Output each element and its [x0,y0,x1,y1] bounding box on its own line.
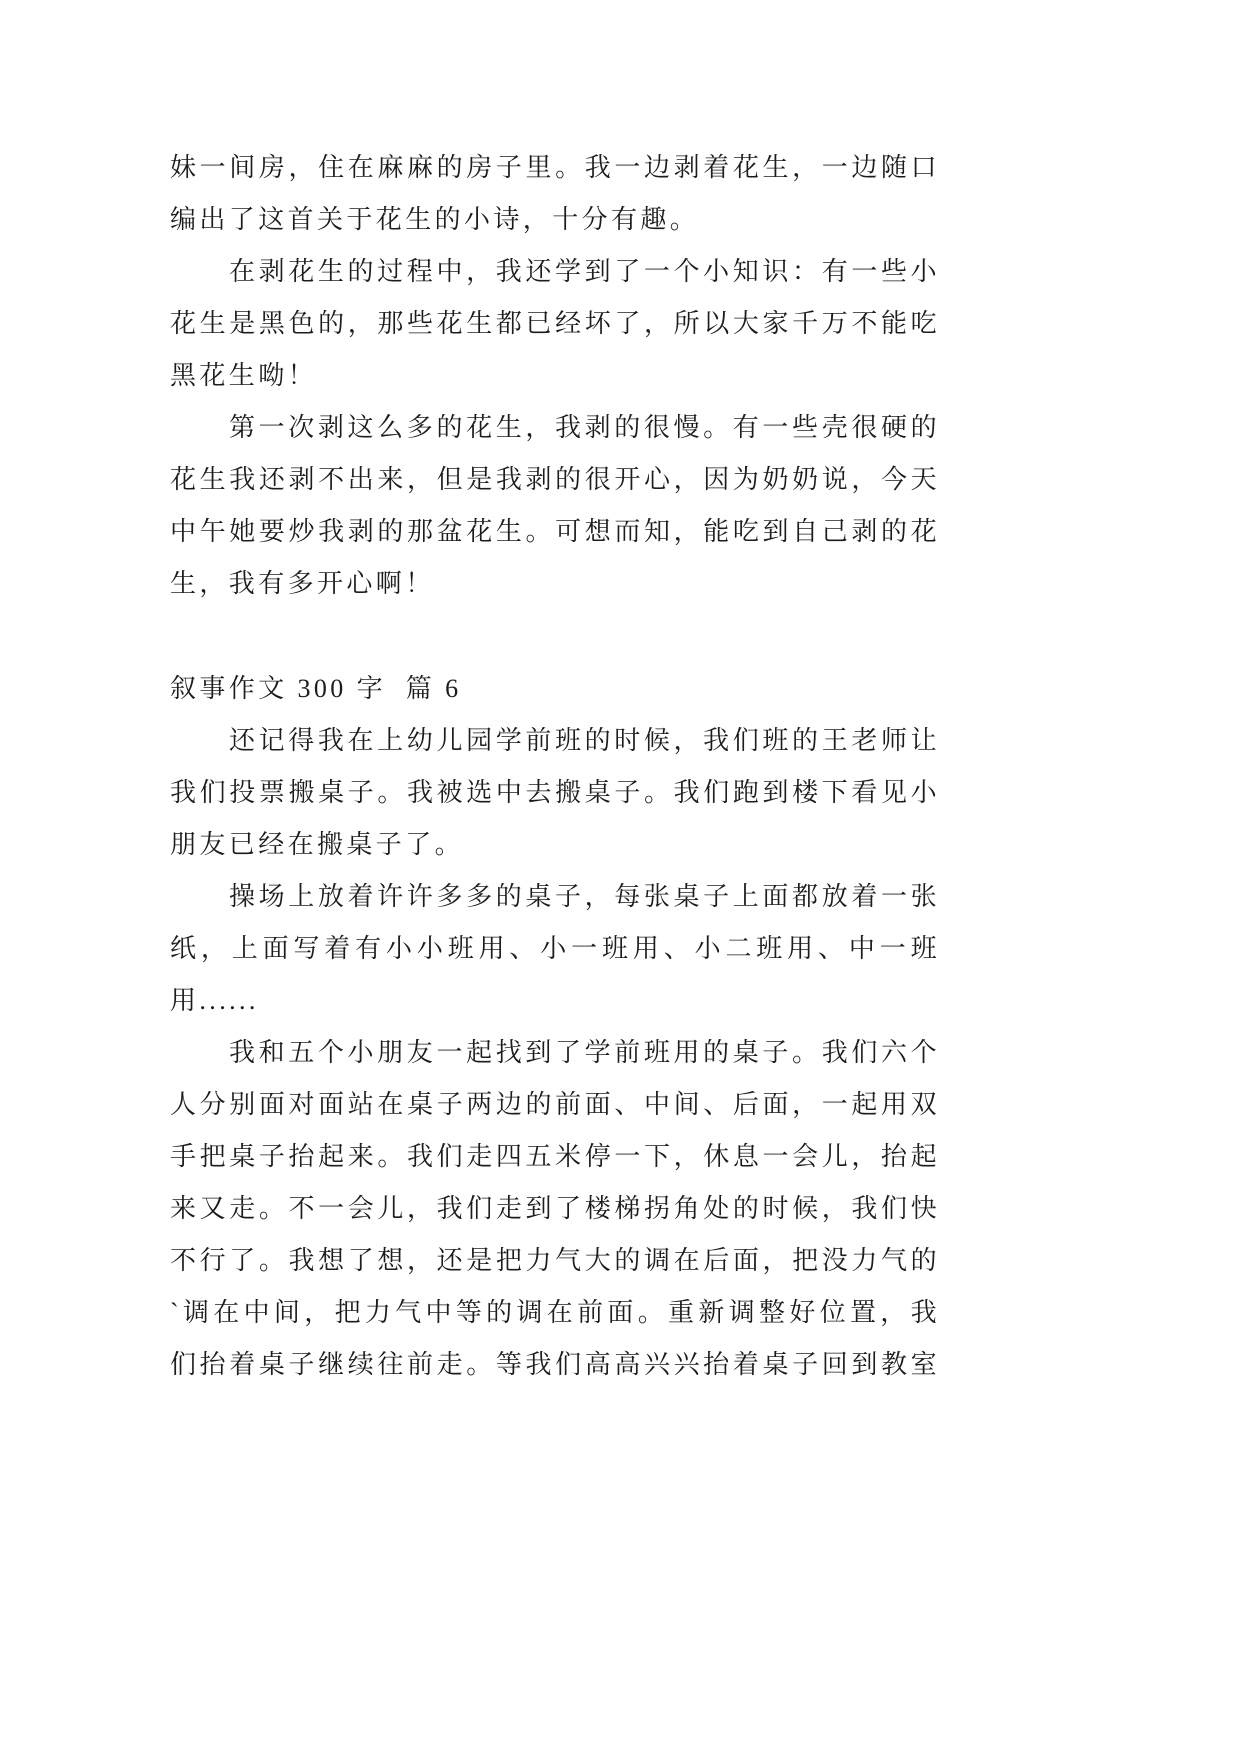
document-body [170,142,940,1391]
text-line: 花生是黑色的，那些花生都已经坏了，所以大家千万不能吃 [170,309,940,338]
text-line: 还记得我在上幼儿园学前班的时候，我们班的王老师让 [229,726,940,755]
text-line: 第一次剥这么多的花生，我剥的很慢。有一些壳很硬的 [229,413,940,442]
text-line: 妹一间房，住在麻麻的房子里。我一边剥着花生，一边随口 [170,153,940,182]
section-heading: 叙事作文 300 字 篇 6 [170,674,462,703]
paragraph [170,871,940,1027]
text-line: `调在中间，把力气中等的调在前面。重新调整好位置，我 [170,1298,940,1327]
paragraph [170,1027,940,1391]
text-line: 人分别面对面站在桌子两边的前面、中间、后面，一起用双 [170,1090,940,1119]
text-line: 朋友已经在搬桌子了。 [170,830,465,859]
text-line: 我和五个小朋友一起找到了学前班用的桌子。我们六个 [229,1038,940,1067]
text-line: 们抬着桌子继续往前走。等我们高高兴兴抬着桌子回到教室 [170,1350,940,1379]
text-line: 在剥花生的过程中，我还学到了一个小知识：有一些小 [229,257,940,286]
text-line: 编出了这首关于花生的小诗，十分有趣。 [170,205,700,234]
text-line: 来又走。不一会儿，我们走到了楼梯拐角处的时候，我们快 [170,1194,940,1223]
text-line: 手把桌子抬起来。我们走四五米停一下，休息一会儿，抬起 [170,1142,940,1171]
paragraph [170,142,940,246]
text-line: 生，我有多开心啊！ [170,569,435,598]
text-line: 中午她要炒我剥的那盆花生。可想而知，能吃到自己剥的花 [170,517,940,546]
text-line: 黑花生呦！ [170,361,318,390]
text-line: 我们投票搬桌子。我被选中去搬桌子。我们跑到楼下看见小 [170,778,940,807]
paragraph [170,246,940,402]
text-line: 用...... [170,986,259,1015]
paragraph [170,402,940,610]
paragraph [170,715,940,871]
text-line: 操场上放着许许多多的桌子，每张桌子上面都放着一张 [229,882,940,911]
text-line: 纸，上面写着有小小班用、小一班用、小二班用、中一班 [170,934,940,963]
text-line: 不行了。我想了想，还是把力气大的调在后面，把没力气的 [170,1246,940,1275]
text-line: 花生我还剥不出来，但是我剥的很开心，因为奶奶说，今天 [170,465,940,494]
